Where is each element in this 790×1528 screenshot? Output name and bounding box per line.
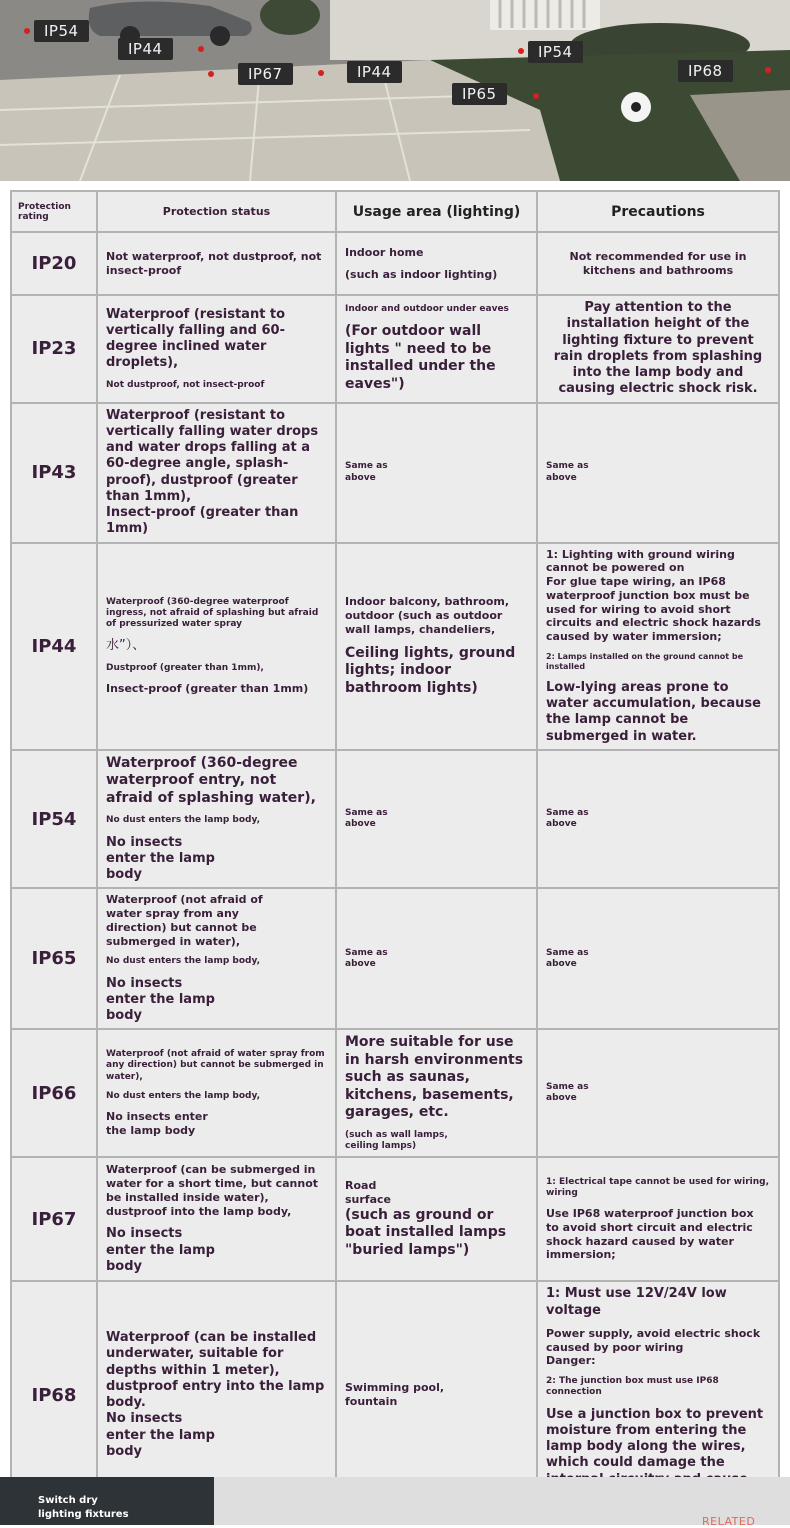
precautions-cell <box>537 1029 779 1157</box>
status-text: Waterproof (resistant to vertically falling water drops and water drops falling at a 60-degree angle, splash-proof), dustproof (greater than 1mm), <box>106 407 319 504</box>
ip-rating-table <box>10 190 780 1510</box>
precaution-text: Pay attention to the installation height of the lighting fixture to prevent rain droplets from splashing into the lamp body and causing electric shock risk. <box>553 300 763 397</box>
usage-cell <box>336 543 537 750</box>
usage-cell <box>336 403 537 543</box>
ip-tag: IP68 <box>678 60 733 82</box>
rating-cell: IP44 <box>11 543 97 750</box>
status-text: Waterproof (360-degree waterproof entry, not afraid of splashing water), <box>106 754 316 806</box>
table-row <box>11 543 779 750</box>
precaution-text: 2: The junction box must use IP68 connection <box>546 1376 719 1398</box>
header-protection-status <box>97 191 336 232</box>
header-precautions <box>537 191 779 232</box>
usage-text: Swimming pool, fountain <box>345 1381 445 1409</box>
table-row <box>11 750 779 889</box>
usage-cell <box>336 1029 537 1157</box>
usage-text: (such as indoor lighting) <box>345 267 498 281</box>
status-cell <box>97 232 336 295</box>
red-marker-dot <box>533 93 539 99</box>
red-marker-dot <box>198 46 204 52</box>
status-text: Dustproof (greater than 1mm), <box>106 662 264 673</box>
table-row <box>11 1029 779 1157</box>
precaution-text: 1: Must use 12V/24V low voltage <box>546 1286 727 1318</box>
precaution-text: 1: Electrical tape cannot be used for wiring, wiring <box>546 1176 770 1198</box>
usage-text: Ceiling lights, ground lights; indoor bathroom lights) <box>345 644 516 696</box>
usage-text: (such as wall lamps, ceiling lamps) <box>345 1129 448 1151</box>
rating-cell: IP67 <box>11 1157 97 1281</box>
precautions-cell <box>537 888 779 1029</box>
header-label: Usage area (lighting) <box>352 203 521 220</box>
status-cell <box>97 1029 336 1157</box>
red-marker-dot <box>318 70 324 76</box>
header-label: Protection rating <box>18 201 71 222</box>
precaution-text: For glue tape wiring, an IP68 waterproof junction box must be used for wiring to avoid short circuits and electric shock hazards caused by water immersion; <box>546 575 761 643</box>
precautions-cell <box>537 1157 779 1281</box>
footer-bar <box>0 1477 790 1528</box>
usage-cell <box>336 1281 537 1509</box>
precautions-cell <box>537 403 779 543</box>
scene-illustration <box>0 0 790 181</box>
usage-text: (For outdoor wall lights " need to be installed under the eaves") <box>345 323 496 392</box>
precaution-text: Danger: <box>546 1354 596 1368</box>
precaution-text: Use IP68 waterproof junction box to avoid short circuit and electric shock hazard caused by water immersion; <box>546 1207 754 1262</box>
precaution-text: Same as above <box>546 1082 589 1104</box>
precautions-cell <box>537 232 779 295</box>
related-link[interactable]: RELATED <box>702 1515 756 1528</box>
status-text: Waterproof (not afraid of water spray from any direction) but cannot be submerged in water), <box>106 1049 325 1082</box>
table-row <box>11 1157 779 1281</box>
status-cell <box>97 1281 336 1509</box>
status-text: Insect-proof (greater than 1mm) <box>106 681 309 695</box>
precaution-text: Same as above <box>546 461 589 483</box>
status-text: No insects enter the lamp body <box>106 1411 215 1459</box>
status-cell <box>97 1157 336 1281</box>
status-text: Waterproof (can be submerged in water for a short time, but cannot be installed inside water), dustproof into the lamp body, <box>106 1163 319 1218</box>
ip-tag: IP44 <box>347 61 402 83</box>
usage-cell <box>336 295 537 403</box>
precaution-text: Same as above <box>546 947 589 969</box>
usage-cell <box>336 750 537 889</box>
status-text: 水”）、 <box>106 638 146 654</box>
ip-tag: IP54 <box>34 20 89 42</box>
rating-cell: IP66 <box>11 1029 97 1157</box>
rating-cell: IP20 <box>11 232 97 295</box>
usage-text: Same as above <box>345 807 388 829</box>
usage-cell <box>336 1157 537 1281</box>
red-marker-dot <box>208 71 214 77</box>
usage-cell <box>336 888 537 1029</box>
rating-cell: IP54 <box>11 750 97 889</box>
status-text: No dust enters the lamp body, <box>106 956 261 967</box>
precaution-text: Low-lying areas prone to water accumulation, because the lamp cannot be submerged in water. <box>546 679 761 744</box>
usage-text: Same as above <box>345 461 388 483</box>
header-label: Protection status <box>162 205 271 218</box>
red-marker-dot <box>518 48 524 54</box>
header-usage-area <box>336 191 537 232</box>
status-text: Not dustproof, not insect-proof <box>106 379 265 390</box>
usage-text: Indoor and outdoor under eaves <box>345 304 509 315</box>
rating-cell: IP23 <box>11 295 97 403</box>
table-row <box>11 232 779 295</box>
status-cell <box>97 888 336 1029</box>
usage-text: Indoor balcony, bathroom, outdoor (such as outdoor wall lamps, chandeliers, <box>345 595 510 636</box>
precaution-text: 1: Lighting with ground wiring cannot be powered on <box>546 547 735 575</box>
ip-tag: IP67 <box>238 63 293 85</box>
header-label: Precautions <box>611 203 705 220</box>
table-row <box>11 1281 779 1509</box>
status-text: Insect-proof (greater than 1mm) <box>106 505 299 537</box>
table-row <box>11 295 779 403</box>
status-text: Waterproof (can be installed underwater, suitable for depths within 1 meter), dustproof entry into the lamp body. <box>106 1330 325 1411</box>
category-panel[interactable] <box>0 1477 214 1525</box>
usage-cell <box>336 232 537 295</box>
table-header-row <box>11 191 779 232</box>
hero-scene-image <box>0 0 790 181</box>
status-text: No insects enter the lamp body <box>106 1226 215 1274</box>
status-text: No insects enter the lamp body <box>106 975 215 1023</box>
rating-cell: IP43 <box>11 403 97 543</box>
precautions-cell <box>537 750 779 889</box>
rating-cell: IP68 <box>11 1281 97 1509</box>
precautions-cell <box>537 543 779 750</box>
red-marker-dot <box>765 67 771 73</box>
status-text: Waterproof (not afraid of water spray from any direction) but cannot be submerged in water), <box>106 893 263 948</box>
header-protection-rating <box>11 191 97 232</box>
precaution-text: Use a junction box to prevent moisture from entering the lamp body along the wires, which could damage the <box>546 1406 764 1471</box>
usage-text: Same as above <box>345 947 388 969</box>
rating-cell: IP65 <box>11 888 97 1029</box>
usage-text: Road surface <box>345 1179 391 1206</box>
status-cell <box>97 295 336 403</box>
status-text: Waterproof (360-degree waterproof ingress, not afraid of splashing but afraid of pressurized water spray <box>106 596 319 630</box>
ip-tag: IP54 <box>528 41 583 63</box>
status-cell <box>97 543 336 750</box>
status-cell <box>97 403 336 543</box>
table-row <box>11 888 779 1029</box>
status-cell <box>97 750 336 889</box>
precautions-cell <box>537 295 779 403</box>
status-text: No dust enters the lamp body, <box>106 815 261 826</box>
usage-text: (such as ground or boat installed lamps "buried lamps") <box>345 1206 507 1258</box>
precaution-text: Power supply, avoid electric shock caused by poor wiring <box>546 1326 761 1354</box>
precaution-text: 2: Lamps installed on the ground cannot be installed <box>546 651 744 671</box>
ip-tag: IP44 <box>118 38 173 60</box>
precaution-text: Same as above <box>546 807 589 829</box>
category-label[interactable]: Switch dry lighting fixtures <box>38 1495 129 1520</box>
precaution-text: Not recommended for use in kitchens and bathrooms <box>569 249 747 277</box>
table-row <box>11 403 779 543</box>
status-text: No insects enter the lamp body <box>106 1110 208 1137</box>
usage-text: More suitable for use in harsh environments such as saunas, kitchens, basements, garages, etc. <box>345 1034 524 1121</box>
status-text: Waterproof (resistant to vertically falling and 60-degree inclined water droplets), <box>106 306 286 371</box>
status-text: No insects enter the lamp body <box>106 834 215 882</box>
status-text: No dust enters the lamp body, <box>106 1090 261 1101</box>
status-text: Not waterproof, not dustproof, not insect-proof <box>106 249 322 277</box>
precautions-cell <box>537 1281 779 1509</box>
red-marker-dot <box>24 28 30 34</box>
ip-tag: IP65 <box>452 83 507 105</box>
usage-text: Indoor home <box>345 245 424 259</box>
